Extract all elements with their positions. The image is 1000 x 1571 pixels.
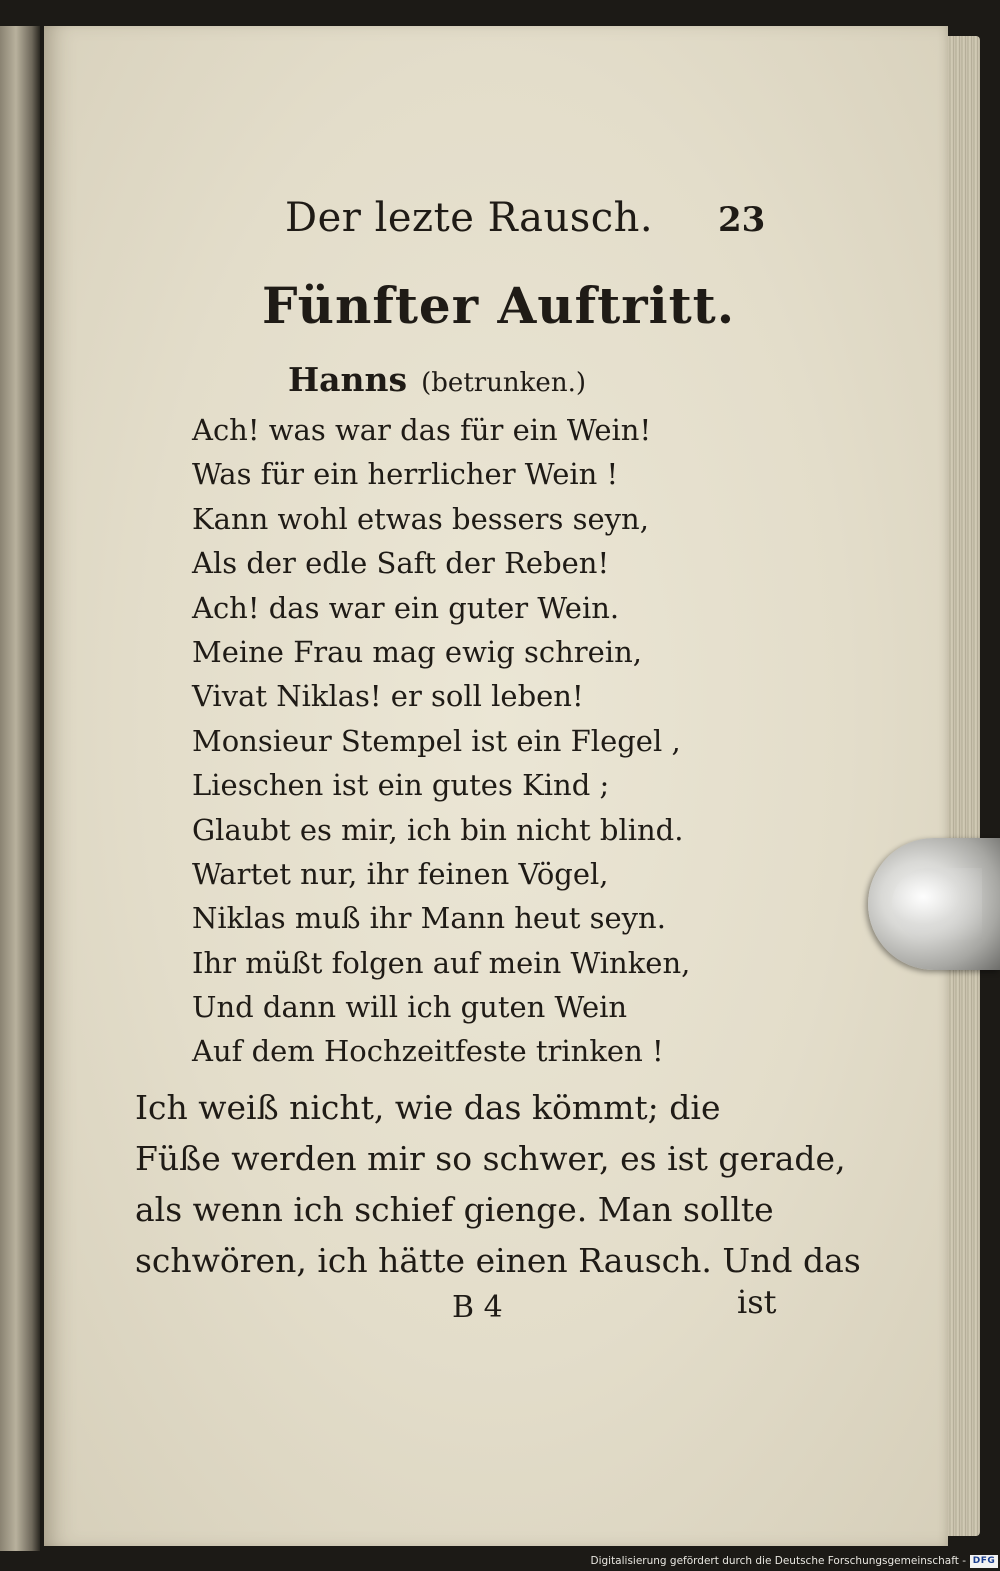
verse-line: Auf dem Hochzeitfeste trinken ! — [192, 1034, 664, 1069]
dfg-logo: DFG — [970, 1555, 998, 1568]
running-head: Der lezte Rausch. — [285, 195, 654, 241]
speaker-name: Hanns — [288, 360, 408, 399]
prose-line: Ich weiß nicht, wie das kömmt; die — [135, 1088, 721, 1127]
prose-line: Füße werden mir so schwer, es ist gerade, — [135, 1139, 846, 1178]
left-page-edge — [0, 26, 40, 1551]
verse-block — [192, 408, 690, 1074]
verse-line: Niklas muß ihr Mann heut seyn. — [192, 901, 666, 936]
verse-line: Lieschen ist ein gutes Kind ; — [192, 768, 610, 803]
digitization-credit: Digitalisierung gefördert durch die Deutsche Forschungsgemeinschaft - — [590, 1555, 966, 1567]
prose-line: schwören, ich hätte einen Rausch. Und das — [135, 1241, 861, 1280]
speaker-line — [288, 360, 586, 399]
stage-direction: (betrunken.) — [421, 368, 586, 398]
verse-line: Ach! was war das für ein Wein! — [192, 413, 652, 447]
verse-line: Meine Frau mag ewig schrein, — [192, 634, 642, 669]
page-number: 23 — [718, 200, 766, 240]
signature-mark: B 4 — [452, 1290, 503, 1325]
verse-line: Und dann will ich guten Wein — [192, 990, 628, 1025]
verse-line: Ach! das war ein guter Wein. — [192, 590, 620, 625]
prose-paragraph — [135, 1082, 861, 1286]
verse-line: Vivat Niklas! er soll leben! — [192, 679, 584, 714]
verse-line: Kann wohl etwas bessers seyn, — [192, 501, 649, 536]
verse-line: Wartet nur, ihr feinen Vögel, — [192, 856, 609, 891]
verse-line: Ihr müßt folgen auf mein Winken, — [192, 945, 691, 980]
verse-line: Was für ein herrlicher Wein ! — [192, 457, 619, 492]
page-clip — [868, 838, 1000, 970]
prose-line: als wenn ich schief gienge. Man sollte — [135, 1190, 774, 1229]
verse-line: Glaubt es mir, ich bin nicht blind. — [192, 812, 684, 847]
catchword: ist — [737, 1283, 777, 1321]
scene-title: Fünfter Auftritt. — [262, 276, 736, 335]
verse-line: Als der edle Saft der Reben! — [192, 546, 610, 581]
verse-line: Monsieur Stempel ist ein Flegel , — [192, 723, 681, 758]
